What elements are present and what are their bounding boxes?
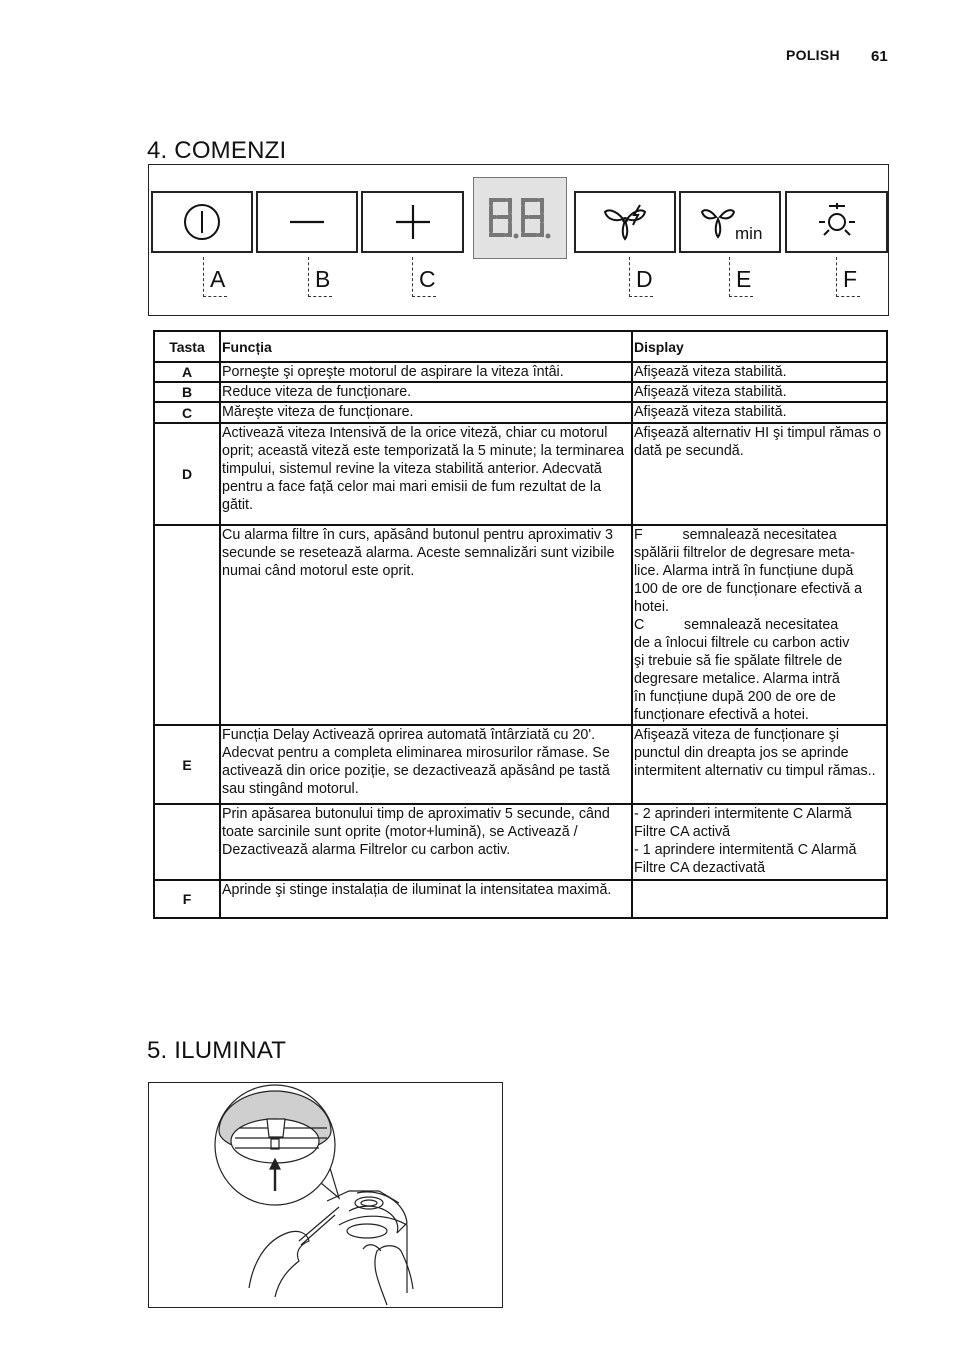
seven-segment-display: [473, 177, 567, 259]
key-label-b: B: [308, 257, 332, 297]
display-line: de a înlocui filtrele cu carbon activ: [634, 635, 850, 651]
display-line: F semnalează necesitatea: [634, 527, 837, 543]
lamp-replacement-drawing: [149, 1083, 502, 1307]
button-d-fan-boost[interactable]: [574, 191, 676, 253]
row-key: D: [154, 423, 220, 525]
section-title-iluminat: 5. ILUMINAT: [147, 1037, 287, 1064]
display-line: Filtre CA activă: [634, 824, 731, 840]
row-key: [154, 525, 220, 725]
display-line: lice. Alarma intră în funcțiune după: [634, 563, 854, 579]
display-line: - 2 aprinderi intermitente C Alarmă: [634, 806, 852, 822]
row-function: Prin apăsarea butonului timp de aproximativ 5 secunde, când toate sarcinile sunt oprite (motor+lumină), se Activează / Dezactivează alarma Filtrelor cu carbon activ.: [220, 804, 632, 880]
display-digits: [485, 195, 555, 241]
row-function: Porneşte şi opreşte motorul de aspirare la viteza întâi.: [220, 362, 632, 382]
key-label-f: F: [836, 257, 860, 297]
row-display: [632, 525, 887, 725]
page-number: 61: [871, 48, 888, 65]
row-display: [632, 880, 887, 918]
row-display: Afişează viteza stabilită.: [632, 362, 887, 382]
row-key: E: [154, 725, 220, 804]
table-row: [154, 804, 887, 880]
row-display: Afişează viteza de funcționare şi punctul din dreapta jos se aprinde intermitent alternativ cu timpul rămas..: [632, 725, 887, 804]
row-function: Aprinde şi stinge instalația de iluminat la intensitatea maximă.: [220, 880, 632, 918]
table-row: [154, 382, 887, 402]
button-c-plus[interactable]: [361, 191, 464, 253]
display-line: şi trebuie să fie spălate filtrele de: [634, 653, 843, 669]
row-key: A: [154, 362, 220, 382]
table-row: [154, 725, 887, 804]
controls-table: [153, 330, 888, 919]
row-function: Măreşte viteza de funcționare.: [220, 402, 632, 423]
button-b-minus[interactable]: [256, 191, 358, 253]
button-a-power[interactable]: [151, 191, 253, 253]
fan-boost-icon: [602, 201, 648, 243]
row-key: B: [154, 382, 220, 402]
table-row: [154, 402, 887, 423]
row-key: C: [154, 402, 220, 423]
display-line: 100 de ore de funcționare efectivă a: [634, 581, 863, 597]
table-header-row: [154, 331, 887, 362]
display-line: hotei.: [634, 599, 669, 615]
fan-min-icon: [701, 201, 763, 243]
table-row: [154, 880, 887, 918]
table-row: [154, 525, 887, 725]
header-display: Display: [632, 331, 887, 362]
key-label-a: A: [203, 257, 227, 297]
table-row: [154, 362, 887, 382]
plus-icon: [393, 202, 433, 242]
row-key: F: [154, 880, 220, 918]
key-label-e: E: [729, 257, 753, 297]
header-key: Tasta: [154, 331, 220, 362]
display-line: degresare metalice. Alarma intră: [634, 671, 840, 687]
row-function: Reduce viteza de funcționare.: [220, 382, 632, 402]
row-key: [154, 804, 220, 880]
display-line: Filtre CA dezactivată: [634, 860, 766, 876]
row-function: Activează viteza Intensivă de la orice viteză, chiar cu motorul oprit; această viteză este temporizată la 5 minute; la terminarea timpului, sistemul revine la viteza stabilită anterior. Adecvată pentru a face față celor mai mari emisii de fum rezultat de la gătit.: [220, 423, 632, 525]
key-label-d: D: [629, 257, 653, 297]
display-line: funcționare efectivă a hotei.: [634, 707, 809, 723]
control-panel-diagram: [148, 164, 889, 316]
row-display: Afişează alternativ HI şi timpul rămas o dată pe secundă.: [632, 423, 887, 525]
display-line: în funcțiune după 200 de ore de: [634, 689, 836, 705]
table-row: [154, 423, 887, 525]
display-line: C semnalează necesitatea: [634, 617, 839, 633]
section-title-comenzi: 4. COMENZI: [147, 137, 287, 164]
header-function: Funcția: [220, 331, 632, 362]
key-label-c: C: [412, 257, 436, 297]
power-icon: [182, 202, 222, 242]
row-display: [632, 804, 887, 880]
header-language: POLISH: [786, 47, 840, 63]
button-f-light[interactable]: [785, 191, 888, 253]
row-display: Afişează viteza stabilită.: [632, 382, 887, 402]
display-line: - 1 aprindere intermitentă C Alarmă: [634, 842, 857, 858]
row-function: Cu alarma filtre în curs, apăsând butonul pentru aproximativ 3 secunde se resetează alarma. Aceste semnalizări sunt vizibile numai când motorul este oprit.: [220, 525, 632, 725]
minus-icon: [287, 202, 327, 242]
row-display: Afişează viteza stabilită.: [632, 402, 887, 423]
display-line: spălării filtrelor de degresare meta-: [634, 545, 855, 561]
lighting-illustration: [148, 1082, 503, 1308]
light-bulb-icon: [815, 200, 859, 244]
button-e-fan-min[interactable]: [679, 191, 781, 253]
svg-text:min: min: [735, 224, 763, 243]
row-function: Funcția Delay Activează oprirea automată întârziată cu 20'. Adecvat pentru a completa eliminarea mirosurilor rămase. Se activează din orice poziție, se dezactivează apăsând pe tastă sau stingând motorul.: [220, 725, 632, 804]
